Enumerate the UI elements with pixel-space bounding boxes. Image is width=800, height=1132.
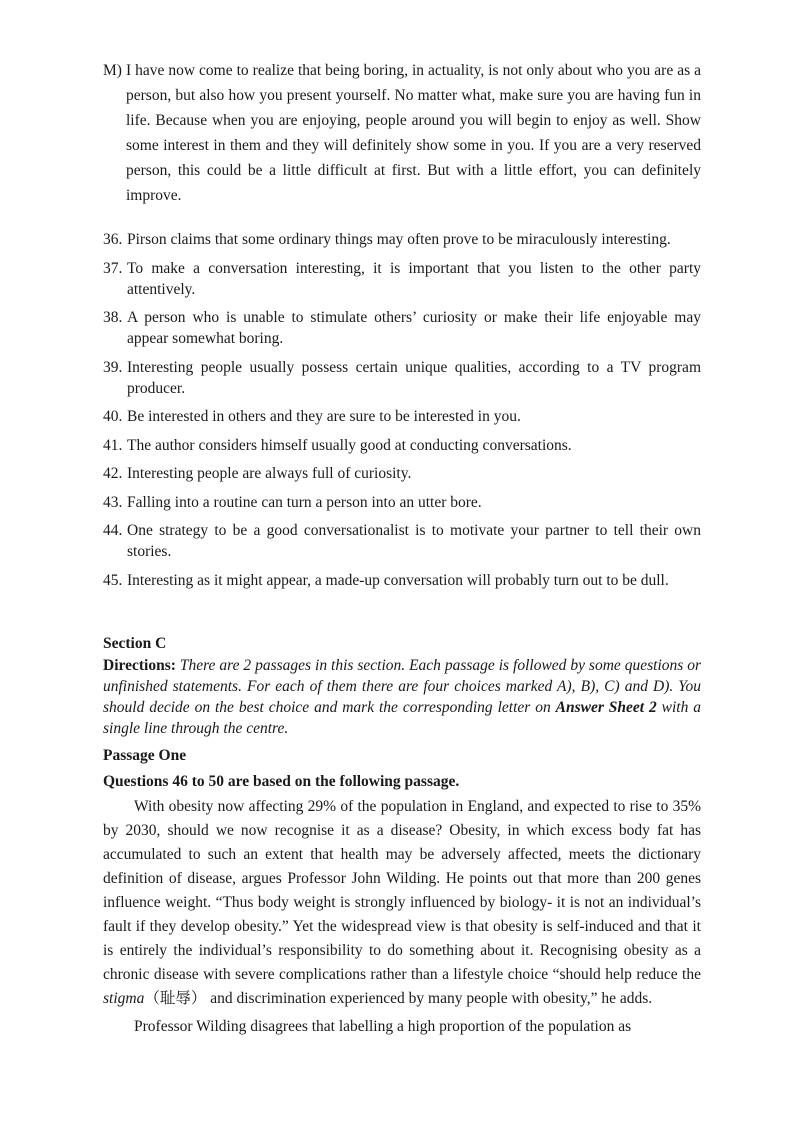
directions-text-end: with a single line through the centre. <box>103 699 701 737</box>
answer-sheet-label: Answer Sheet 2 <box>555 699 657 716</box>
paragraph-1-text-end: and discrimination experienced by many people with obesity,” he adds. <box>206 990 653 1007</box>
stigma-word: stigma <box>103 990 145 1007</box>
section-title: Section C <box>103 635 167 652</box>
statement-item <box>103 520 701 562</box>
statement-number: 41. <box>103 436 123 454</box>
statement-text: Interesting people are always full of curiosity. <box>127 465 412 482</box>
directions-text: There are 2 passages in this section. Each passage is followed by some questions or unfinished statements. For each of them there are four choices marked A), B), C) and D). You should decide on the best choice and mark the corresponding letter on <box>103 657 701 716</box>
statement-number: 39. <box>103 358 123 376</box>
statement-item <box>103 570 701 591</box>
statement-list <box>103 229 701 598</box>
statement-text: Pirson claims that some ordinary things may often prove to be miraculously interesting. <box>127 231 671 248</box>
statement-number: 42. <box>103 465 123 482</box>
passage-paragraph-1 <box>103 795 701 1011</box>
statement-text: Interesting people usually possess certain unique qualities, according to a TV program producer. <box>127 358 701 397</box>
statement-item <box>103 357 701 399</box>
statement-number: 40. <box>103 408 123 425</box>
statement-text: Be interested in others and they are sure to be interested in you. <box>127 408 521 425</box>
statement-text: One strategy to be a good conversationalist is to motivate your partner to tell their own stories. <box>127 522 701 560</box>
statement-text: Falling into a routine can turn a person into an utter bore. <box>127 493 482 511</box>
statement-item <box>103 435 701 456</box>
passage-title: Passage One <box>103 747 187 764</box>
statement-text: To make a conversation interesting, it is important that you listen to the other party attentively. <box>127 259 701 298</box>
statement-text: The author considers himself usually good at conducting conversations. <box>127 436 572 454</box>
statement-text: Interesting as it might appear, a made-up conversation will probably turn out to be dull. <box>127 571 669 589</box>
directions <box>103 655 701 739</box>
statement-number: 37. <box>103 259 123 277</box>
questions-heading: Questions 46 to 50 are based on the following passage. <box>103 773 460 790</box>
paragraph-1-text: With obesity now affecting 29% of the population in England, and expected to rise to 35% by 2030, should we now recognise it as a disease? Obesity, in which excess body fat has accumulated to such an extent that health may be adversely affected, meets the dictionary definition of disease, argues Professor John Wilding. He points out that more than 200 genes influence weight. “Thus body weight is strongly influenced by biology- it is not an individual’s fault if they develop obesity.” Yet the widespread view is that obesity is self-induced and that it is entirely the individual’s responsibility to do something about it. Recognising obesity as a chronic disease with severe complications rather than a lifestyle choice “should help reduce the <box>103 798 701 983</box>
directions-label: Directions: <box>103 657 176 674</box>
statement-item <box>103 258 701 300</box>
statement-number: 43. <box>103 493 123 511</box>
statement-item <box>103 406 701 427</box>
passage-paragraph-2: Professor Wilding disagrees that labelling a high proportion of the population as <box>134 1018 632 1035</box>
paragraph-m-text: M) I have now come to realize that being boring, in actuality, is not only about who you are as a person, but also how you present yourself. No matter what, make sure you are having fun in life. Because when you are enjoying, people around you will begin to enjoy as well. Show some interest in them and they will definitely show some in you. If you are a very reserved person, this could be a little difficult at first. But with a little effort, you can definitely improve. <box>103 62 701 204</box>
statement-item <box>103 463 701 484</box>
statement-number: 36. <box>103 231 123 248</box>
section-c <box>103 633 701 1039</box>
statement-text: A person who is unable to stimulate others’ curiosity or make their life enjoyable may appear somewhat boring. <box>127 309 701 347</box>
statement-number: 38. <box>103 309 123 326</box>
statement-number: 44. <box>103 522 123 539</box>
statement-number: 45. <box>103 571 123 589</box>
statement-item <box>103 229 701 250</box>
statement-item <box>103 307 701 349</box>
statement-item <box>103 492 701 513</box>
paragraph-m <box>103 58 701 208</box>
stigma-gloss: （耻辱） <box>144 990 207 1007</box>
